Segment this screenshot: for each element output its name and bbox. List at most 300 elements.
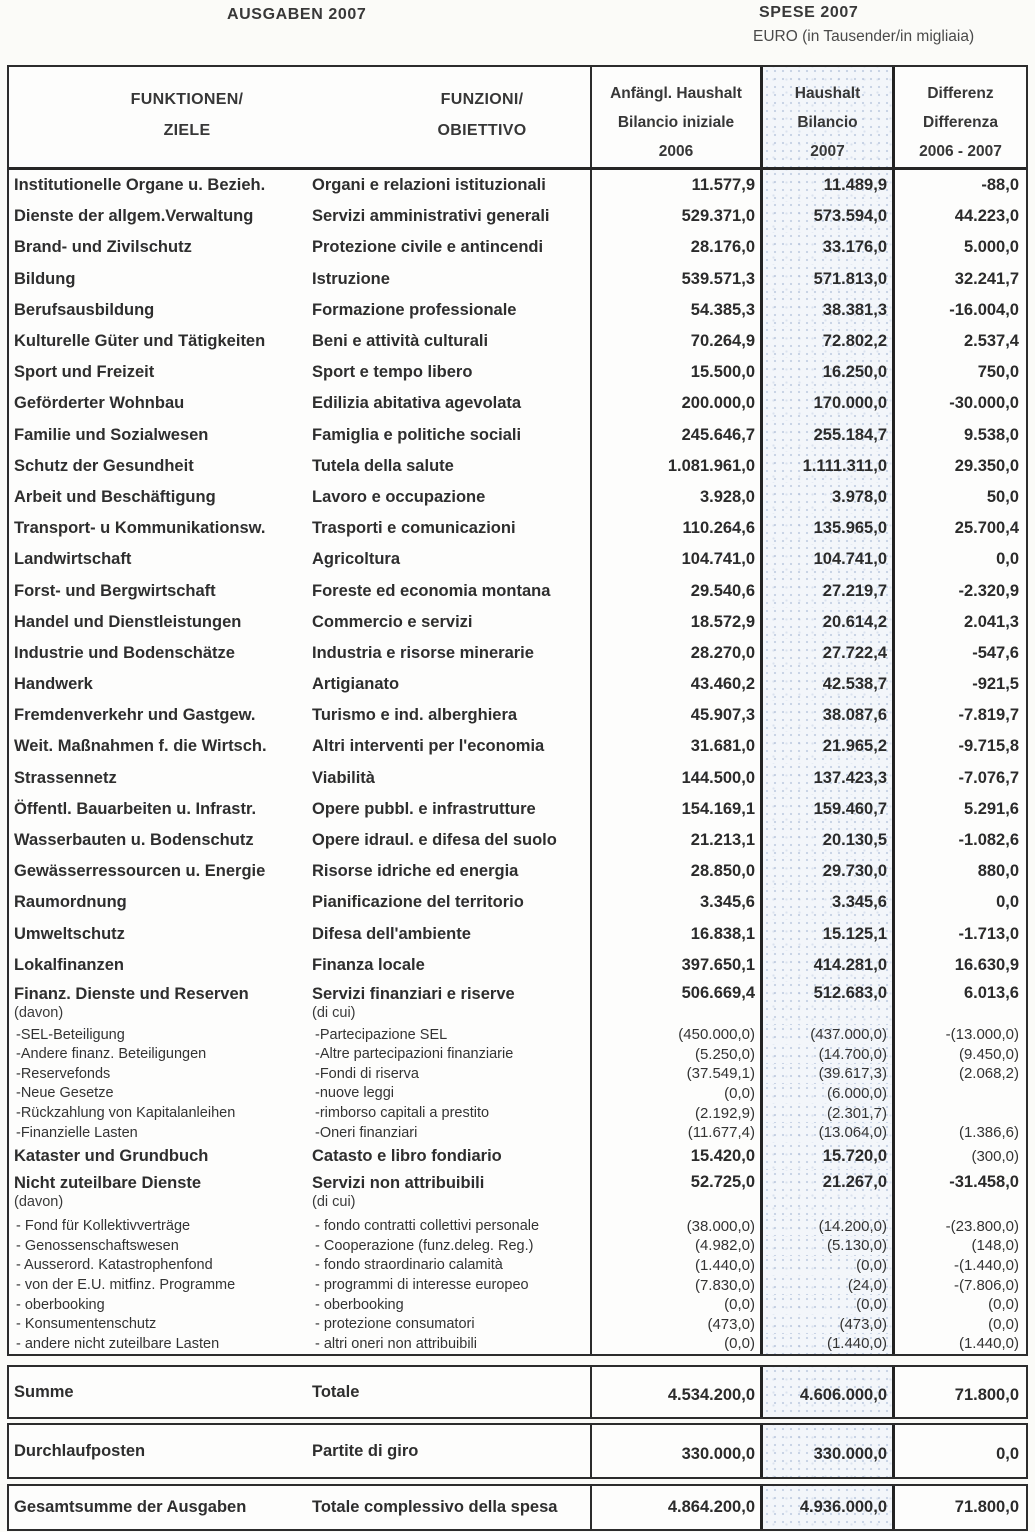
table-row	[9, 295, 1026, 326]
value-2007: (0,0)	[763, 1295, 895, 1315]
function-label-de: Strassennetz	[14, 768, 117, 787]
value-difference: -(13.000,0)	[945, 1026, 1019, 1044]
value-2006: 31.681,0	[592, 731, 763, 762]
value-difference: 16.630,9	[954, 955, 1019, 974]
label-cell	[9, 513, 592, 544]
value-2006: 11.577,9	[592, 170, 763, 201]
value-2007: 16.250,0	[763, 357, 895, 388]
value-2007: (24,0)	[763, 1275, 895, 1295]
value-2007: 29.730,0	[763, 856, 895, 887]
value-difference: -2.320,9	[958, 581, 1019, 600]
function-label-it: - altri oneri non attribuibili	[315, 1335, 477, 1352]
value-2006: 144.500,0	[592, 763, 763, 794]
table-header	[9, 67, 1026, 170]
function-label-it: Protezione civile e antincendi	[312, 238, 544, 257]
value-2007: (0,0)	[763, 1256, 895, 1276]
table-row	[9, 669, 1026, 700]
total-value-2006: 4.534.200,0	[592, 1367, 763, 1417]
total-row-durchlaufposten	[7, 1423, 1028, 1479]
function-label-de: Brand- und Zivilschutz	[14, 238, 192, 257]
function-label-it: Trasporti e comunicazioni	[312, 519, 516, 538]
value-difference: -(7.806,0)	[953, 1276, 1019, 1294]
label-cell	[9, 887, 592, 918]
value-2006: (473,0)	[592, 1314, 763, 1334]
value-2007: 21.965,2	[763, 731, 895, 762]
header-funzioni-line1: FUNZIONI/	[440, 91, 524, 108]
total-row-gesamtsumme	[7, 1484, 1028, 1531]
total-label-de: Gesamtsumme der Ausgaben	[14, 1498, 247, 1516]
function-label-it: - Cooperazione (funz.deleg. Reg.)	[315, 1237, 534, 1254]
value-difference: 32.241,7	[954, 269, 1019, 288]
value-2007: 170.000,0	[763, 388, 895, 419]
table-row	[9, 1216, 1026, 1236]
value-difference: -7.819,7	[958, 706, 1019, 725]
function-label-de: Transport- u Kommunikationsw.	[14, 519, 266, 538]
function-label-de: Nicht zuteilbare Dienste	[14, 1174, 202, 1193]
value-2006: 28.270,0	[592, 638, 763, 669]
function-label-it: Opere idraul. e difesa del suolo	[312, 831, 557, 850]
function-label-it: Formazione professionale	[312, 300, 517, 319]
value-2006: (38.000,0)	[592, 1216, 763, 1236]
value-2006: 245.646,7	[592, 420, 763, 451]
label-cell	[9, 950, 592, 981]
total-label-de: Summe	[14, 1382, 74, 1401]
value-2006: 15.420,0	[592, 1142, 763, 1170]
label-cell	[9, 1025, 592, 1045]
label-cell	[9, 700, 592, 731]
label-cell	[9, 825, 592, 856]
function-label-de: Fremdenverkehr und Gastgew.	[14, 706, 256, 725]
value-2007: 573.594,0	[763, 201, 895, 232]
page-title-german: AUSGABEN 2007	[227, 6, 367, 23]
value-2006: 1.081.961,0	[592, 451, 763, 482]
value-2007: 72.802,2	[763, 326, 895, 357]
label-cell	[9, 638, 592, 669]
function-label-it: Servizi amministrativi generali	[312, 207, 550, 226]
value-2007: 42.538,7	[763, 669, 895, 700]
value-2006: 43.460,2	[592, 669, 763, 700]
value-difference: -30.000,0	[949, 394, 1019, 413]
label-group-de	[14, 1172, 201, 1211]
value-difference	[895, 1084, 1026, 1104]
value-2006: 28.176,0	[592, 232, 763, 263]
table-row	[9, 264, 1026, 295]
value-2007: 512.683,0	[763, 981, 895, 1025]
page-title-italian: SPESE 2007	[759, 4, 859, 21]
function-label-it: -Fondi di riserva	[315, 1065, 419, 1082]
header-2006-line1: Anfängl. Haushalt	[610, 85, 742, 102]
function-label-de: Handel und Dienstleistungen	[14, 612, 242, 631]
value-difference: 0,0	[996, 550, 1019, 569]
function-label-de: Bildung	[14, 269, 76, 288]
label-cell	[9, 201, 592, 232]
label-cell	[9, 794, 592, 825]
value-2006: 529.371,0	[592, 201, 763, 232]
label-note-it: (di cui)	[312, 1004, 356, 1021]
table-body	[9, 170, 1026, 1354]
value-2006: 3.345,6	[592, 887, 763, 918]
label-note-it: (di cui)	[312, 1194, 356, 1211]
total-value-difference: 71.800,0	[954, 1385, 1019, 1404]
table-row	[9, 1170, 1026, 1216]
label-group-de	[14, 983, 249, 1022]
function-label-de: Dienste der allgem.Verwaltung	[14, 207, 254, 226]
label-group-it	[312, 1172, 484, 1211]
label-cell	[9, 1142, 592, 1170]
function-label-de: -Andere finanz. Beteiligungen	[16, 1046, 207, 1063]
label-cell	[9, 669, 592, 700]
value-difference: (300,0)	[971, 1147, 1019, 1165]
function-label-de: Lokalfinanzen	[14, 955, 125, 974]
header-diff-line2: Differenza	[923, 114, 998, 131]
label-cell	[9, 1170, 592, 1216]
value-2006: 3.928,0	[592, 482, 763, 513]
table-row	[9, 170, 1026, 201]
value-2007: (473,0)	[763, 1314, 895, 1334]
label-cell	[9, 1123, 592, 1143]
label-cell	[9, 451, 592, 482]
value-2007: 38.381,3	[763, 295, 895, 326]
header-initial-budget-2006	[592, 67, 763, 167]
table-row	[9, 887, 1026, 918]
table-row	[9, 575, 1026, 606]
value-difference: (0,0)	[988, 1315, 1019, 1333]
label-cell	[9, 544, 592, 575]
function-label-de: -Neue Gesetze	[16, 1085, 114, 1102]
value-difference	[895, 1103, 1026, 1123]
budget-table	[7, 65, 1028, 1356]
value-2007: 135.965,0	[763, 513, 895, 544]
table-row	[9, 731, 1026, 762]
table-row	[9, 981, 1026, 1025]
value-2007: (437.000,0)	[763, 1025, 895, 1045]
total-value-2007: 4.936.000,0	[763, 1486, 895, 1529]
value-difference: 5.000,0	[963, 238, 1019, 257]
label-cell	[9, 1334, 592, 1354]
header-2006-line2: Bilancio iniziale	[617, 114, 735, 131]
value-2007: (14.200,0)	[763, 1216, 895, 1236]
function-label-de: -Reservefonds	[16, 1065, 111, 1082]
total-value-2007: 330.000,0	[763, 1425, 895, 1477]
label-cell	[9, 357, 592, 388]
value-difference: -1.713,0	[958, 924, 1019, 943]
value-2006: (5.250,0)	[592, 1044, 763, 1064]
table-row	[9, 420, 1026, 451]
function-label-it: - fondo straordinario calamità	[315, 1257, 503, 1274]
function-label-it: Sport e tempo libero	[312, 363, 473, 382]
value-difference: 5.291,6	[963, 799, 1019, 818]
value-2007: 33.176,0	[763, 232, 895, 263]
value-difference: -921,5	[972, 675, 1019, 694]
value-2006: 16.838,1	[592, 919, 763, 950]
label-cell	[9, 607, 592, 638]
value-2006: 397.650,1	[592, 950, 763, 981]
table-row	[9, 1334, 1026, 1354]
label-cell	[9, 731, 592, 762]
function-label-it: Istruzione	[312, 269, 390, 288]
currency-unit-note: EURO (in Tausender/in migliaia)	[753, 28, 975, 45]
value-2007: 255.184,7	[763, 420, 895, 451]
function-label-de: Raumordnung	[14, 893, 127, 912]
label-cell	[9, 388, 592, 419]
total-value-2006: 330.000,0	[592, 1425, 763, 1477]
header-funktionen-line1: FUNKTIONEN/	[130, 91, 244, 108]
table-row	[9, 1295, 1026, 1315]
function-label-it: Opere pubbl. e infrastrutture	[312, 799, 536, 818]
label-cell	[9, 295, 592, 326]
table-row	[9, 856, 1026, 887]
header-functions-cell	[9, 67, 592, 167]
label-cell	[9, 1103, 592, 1123]
function-label-it: Servizi finanziari e riserve	[312, 984, 515, 1003]
value-2006: (0,0)	[592, 1084, 763, 1104]
label-cell	[9, 1275, 592, 1295]
total-row-summe	[7, 1365, 1028, 1419]
value-2007: 27.722,4	[763, 638, 895, 669]
function-label-de: Öffentl. Bauarbeiten u. Infrastr.	[14, 799, 257, 818]
function-label-it: Servizi non attribuibili	[312, 1174, 485, 1193]
value-2006: 200.000,0	[592, 388, 763, 419]
function-label-it: -Oneri finanziari	[315, 1124, 418, 1141]
function-label-it: - oberbooking	[315, 1296, 404, 1313]
value-difference: (9.450,0)	[958, 1045, 1019, 1063]
value-2007: 3.345,6	[763, 887, 895, 918]
value-2007: (6.000,0)	[763, 1084, 895, 1104]
table-row	[9, 201, 1026, 232]
table-row	[9, 326, 1026, 357]
value-difference: 25.700,4	[954, 519, 1019, 538]
header-2007-line3: 2007	[810, 143, 845, 160]
value-difference: (148,0)	[971, 1237, 1019, 1255]
value-2007: 3.978,0	[763, 482, 895, 513]
table-row	[9, 1084, 1026, 1104]
value-2006: (37.549,1)	[592, 1064, 763, 1084]
function-label-de: Wasserbauten u. Bodenschutz	[14, 831, 254, 850]
header-difference	[895, 67, 1026, 167]
function-label-de: - andere nicht zuteilbare Lasten	[16, 1335, 220, 1352]
value-2006: 52.725,0	[592, 1170, 763, 1216]
total-label-de: Durchlaufposten	[14, 1441, 146, 1460]
value-difference: 9.538,0	[963, 425, 1019, 444]
label-note-de: (davon)	[14, 1004, 64, 1021]
label-cell	[9, 1044, 592, 1064]
header-diff-line3: 2006 - 2007	[919, 143, 1002, 160]
total-label-cell	[9, 1367, 592, 1417]
label-cell	[9, 482, 592, 513]
table-row	[9, 1275, 1026, 1295]
value-2007: 571.813,0	[763, 264, 895, 295]
function-label-it: Risorse idriche ed energia	[312, 862, 519, 881]
value-2007: (1.440,0)	[763, 1334, 895, 1354]
table-row	[9, 825, 1026, 856]
total-label-cell	[9, 1486, 592, 1529]
table-row	[9, 1044, 1026, 1064]
value-2006: (7.830,0)	[592, 1275, 763, 1295]
value-2007: 1.111.311,0	[763, 451, 895, 482]
function-label-de: Weit. Maßnahmen f. die Wirtsch.	[14, 737, 267, 756]
label-cell	[9, 1295, 592, 1315]
value-2007: (5.130,0)	[763, 1236, 895, 1256]
value-2006: 45.907,3	[592, 700, 763, 731]
label-cell	[9, 1256, 592, 1276]
function-label-it: -rimborso capitali a prestito	[315, 1105, 490, 1122]
function-label-de: - Ausserord. Katastrophenfond	[16, 1257, 213, 1274]
value-2007: 15.125,1	[763, 919, 895, 950]
label-cell	[9, 763, 592, 794]
function-label-de: - Genossenschaftswesen	[16, 1237, 179, 1254]
value-difference: -9.715,8	[958, 737, 1019, 756]
value-difference: 44.223,0	[954, 207, 1019, 226]
value-2007: 11.489,9	[763, 170, 895, 201]
value-2007: 104.741,0	[763, 544, 895, 575]
value-2007: 38.087,6	[763, 700, 895, 731]
function-label-de: Geförderter Wohnbau	[14, 394, 185, 413]
value-2006: 54.385,3	[592, 295, 763, 326]
value-2006: 104.741,0	[592, 544, 763, 575]
table-row	[9, 638, 1026, 669]
table-row	[9, 513, 1026, 544]
label-cell	[9, 232, 592, 263]
table-row	[9, 1314, 1026, 1334]
label-cell	[9, 856, 592, 887]
value-2007: (13.064,0)	[763, 1123, 895, 1143]
function-label-de: Forst- und Bergwirtschaft	[14, 581, 216, 600]
label-cell	[9, 981, 592, 1025]
function-label-de: -Finanzielle Lasten	[16, 1124, 138, 1141]
value-2006: (0,0)	[592, 1334, 763, 1354]
function-label-de: Finanz. Dienste und Reserven	[14, 984, 249, 1003]
function-label-de: Schutz der Gesundheit	[14, 456, 194, 475]
table-row	[9, 607, 1026, 638]
value-2006: 506.669,4	[592, 981, 763, 1025]
function-label-it: Foreste ed economia montana	[312, 581, 551, 600]
table-row	[9, 232, 1026, 263]
function-label-de: Handwerk	[14, 675, 93, 694]
header-2007-line2: Bilancio	[797, 114, 858, 131]
function-label-de: -Rückzahlung von Kapitalanleihen	[16, 1105, 236, 1122]
table-row	[9, 388, 1026, 419]
total-label-it: Partite di giro	[312, 1441, 419, 1460]
value-2007: 137.423,3	[763, 763, 895, 794]
header-funktionen-ziele	[57, 84, 317, 146]
function-label-de: Berufsausbildung	[14, 300, 155, 319]
value-difference: -16.004,0	[949, 300, 1019, 319]
label-cell	[9, 1064, 592, 1084]
table-row	[9, 1064, 1026, 1084]
function-label-it: Tutela della salute	[312, 456, 454, 475]
value-difference: (1.440,0)	[958, 1335, 1019, 1353]
value-2006: (11.677,4)	[592, 1123, 763, 1143]
value-2006: 70.264,9	[592, 326, 763, 357]
function-label-de: Umweltschutz	[14, 924, 125, 943]
function-label-de: Gewässerressourcen u. Energie	[14, 862, 266, 881]
function-label-de: Landwirtschaft	[14, 550, 132, 569]
value-2006: 154.169,1	[592, 794, 763, 825]
function-label-it: -nuove leggi	[315, 1085, 394, 1102]
value-2007: 414.281,0	[763, 950, 895, 981]
value-difference: -(23.800,0)	[945, 1217, 1019, 1235]
label-cell	[9, 1236, 592, 1256]
value-2006: 110.264,6	[592, 513, 763, 544]
total-label-it: Totale	[312, 1382, 360, 1401]
function-label-it: - programmi di interesse europeo	[315, 1277, 529, 1294]
function-label-it: Industria e risorse minerarie	[312, 643, 534, 662]
label-cell	[9, 1084, 592, 1104]
total-label-cell	[9, 1425, 592, 1477]
total-value-2007: 4.606.000,0	[763, 1367, 895, 1417]
function-label-de: Sport und Freizeit	[14, 363, 155, 382]
value-difference: -31.458,0	[949, 1173, 1019, 1192]
value-2006: 18.572,9	[592, 607, 763, 638]
value-2007: 20.614,2	[763, 607, 895, 638]
value-difference: (2.068,2)	[958, 1065, 1019, 1083]
value-2007: (14.700,0)	[763, 1044, 895, 1064]
table-row	[9, 1123, 1026, 1143]
table-row	[9, 357, 1026, 388]
header-budget-2007	[763, 67, 895, 167]
table-row	[9, 1142, 1026, 1170]
total-value-2006: 4.864.200,0	[592, 1486, 763, 1529]
table-row	[9, 544, 1026, 575]
value-2006: (4.982,0)	[592, 1236, 763, 1256]
table-row	[9, 1103, 1026, 1123]
label-cell	[9, 1314, 592, 1334]
table-row	[9, 1025, 1026, 1045]
header-2007-line1: Haushalt	[794, 85, 861, 102]
function-label-it: - protezione consumatori	[315, 1316, 475, 1333]
function-label-it: Viabilità	[312, 768, 375, 787]
table-row	[9, 700, 1026, 731]
function-label-de: - von der E.U. mitfinz. Programme	[16, 1277, 236, 1294]
function-label-de: Kulturelle Güter und Tätigkeiten	[14, 332, 266, 351]
function-label-it: Altri interventi per l'economia	[312, 737, 545, 756]
function-label-de: - Konsumentenschutz	[16, 1316, 157, 1333]
header-funktionen-line2: ZIELE	[163, 122, 211, 139]
value-difference: (0,0)	[988, 1296, 1019, 1314]
function-label-de: Industrie und Bodenschätze	[14, 643, 235, 662]
function-label-de: Familie und Sozialwesen	[14, 425, 209, 444]
function-label-de: - oberbooking	[16, 1296, 105, 1313]
header-diff-line1: Differenz	[927, 85, 994, 102]
table-row	[9, 763, 1026, 794]
value-difference: 6.013,6	[963, 983, 1019, 1002]
label-cell	[9, 1216, 592, 1236]
value-2006: 15.500,0	[592, 357, 763, 388]
function-label-de: -SEL-Beteiligung	[16, 1026, 125, 1043]
function-label-de: Arbeit und Beschäftigung	[14, 487, 216, 506]
function-label-de: Institutionelle Organe u. Bezieh.	[14, 176, 266, 195]
table-row	[9, 482, 1026, 513]
value-difference: -7.076,7	[958, 768, 1019, 787]
value-2006: (450.000,0)	[592, 1025, 763, 1045]
table-row	[9, 919, 1026, 950]
value-2006: 28.850,0	[592, 856, 763, 887]
value-difference: (1.386,6)	[958, 1124, 1019, 1142]
table-row	[9, 794, 1026, 825]
label-cell	[9, 575, 592, 606]
value-2007: 15.720,0	[763, 1142, 895, 1170]
function-label-it: Finanza locale	[312, 955, 425, 974]
value-2006: 539.571,3	[592, 264, 763, 295]
label-cell	[9, 326, 592, 357]
total-value-difference: 0,0	[996, 1444, 1019, 1463]
function-label-it: Agricoltura	[312, 550, 401, 569]
function-label-it: Lavoro e occupazione	[312, 487, 486, 506]
value-difference: 29.350,0	[954, 456, 1019, 475]
function-label-it: Difesa dell'ambiente	[312, 924, 471, 943]
label-group-it	[312, 983, 515, 1022]
value-difference: 750,0	[977, 363, 1019, 382]
